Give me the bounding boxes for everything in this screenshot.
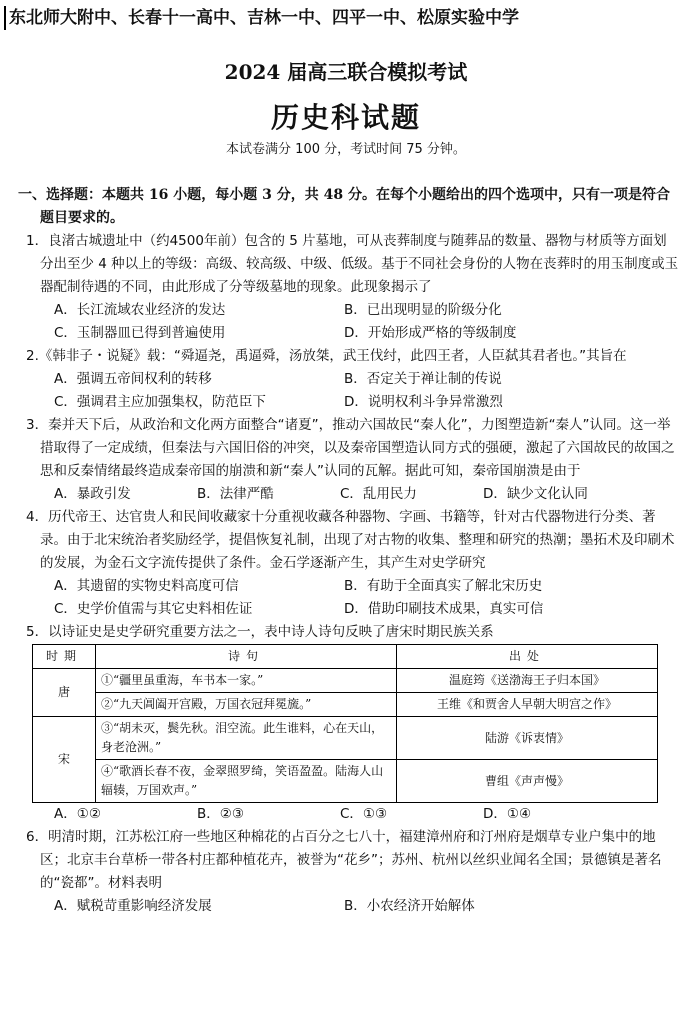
poem-table — [32, 644, 658, 803]
exam-title: 2024 届高三联合模拟考试 — [224, 60, 468, 84]
poem-cell: ①“疆里虽重海，车书本一家。” — [96, 669, 397, 693]
option-d: D．借助印刷技术成果，真实可信 — [344, 601, 544, 617]
option-c: C．史学价值需与其它史料相佐证 — [54, 601, 253, 617]
table-row — [33, 693, 658, 717]
table-header-row — [33, 645, 658, 669]
question-3-stem: 3．秦并天下后，从政治和文化两方面整合“诸夏”，推动六国故民“秦人化”，力图塑造新“秦人”认同。这一举措取得了一定成绩，但秦法与六国旧俗的冲突，以及秦帝国塑造认同方式的强硬，激起了六国故民的故国之思和反秦情绪最终造成秦帝国的崩溃和新“秦人”认同的瓦解。据此可知，秦帝国崩溃是由于 — [26, 417, 675, 479]
table-row — [33, 717, 658, 760]
source-cell: 温庭筠《送渤海王子归本国》 — [397, 669, 658, 693]
era-cell-song: 宋 — [33, 717, 96, 803]
header-era: 时期 — [33, 645, 96, 669]
subject-title: 历史科试题 — [270, 101, 421, 134]
option-a: A．暴政引发 — [54, 486, 131, 502]
table-row — [33, 760, 658, 803]
option-d: D．缺少文化认同 — [483, 486, 588, 502]
exam-note: 本试卷满分 100 分，考试时间 75 分钟。 — [226, 142, 466, 157]
school-list: 东北师大附中、长春十一高中、吉林一中、四平一中、松原实验中学 — [4, 6, 519, 30]
header-source: 出处 — [397, 645, 658, 669]
question-5-options — [18, 803, 680, 826]
source-cell: 曹组《声声慢》 — [397, 760, 658, 803]
option-b: B．法律严酷 — [197, 486, 274, 502]
option-a: A．①② — [54, 806, 101, 822]
question-1-stem: 1．良渚古城遗址中（约4500年前）包含的 5 片墓地，可从丧葬制度与随葬品的数量、器物与材质等方面划分出至少 4 种以上的等级：高级、较高级、中级、低级。基于不同社会身份的人物在丧葬时的用玉制度或玉器配制待遇的不同，由此形成了分等级墓地的现象。此现象揭示了 — [26, 233, 679, 295]
source-cell: 王维《和贾舍人早朝大明宫之作》 — [397, 693, 658, 717]
poem-cell: ②“九天阊阖开宫殿，万国衣冠拜冕旒。” — [96, 693, 397, 717]
option-c: C．玉制器皿已得到普遍使用 — [54, 325, 226, 341]
question-4-options — [18, 575, 680, 621]
option-d: D．开始形成严格的等级制度 — [344, 325, 517, 341]
option-c: C．乱用民力 — [340, 486, 417, 502]
option-d: D．说明权利斗争异常激烈 — [344, 394, 503, 410]
question-4-stem: 4．历代帝王、达官贵人和民间收藏家十分重视收藏各种器物、字画、书籍等，针对古代器物进行分类、著录。由于北宋统治者奖励经学，提倡恢复礼制，出现了对古物的收集、整理和研究的热潮；墨拓术及印刷术的发展，为金石文字流传提供了条件。金石学逐渐产生，其产生对史学研究 — [26, 509, 675, 571]
option-b: B．小农经济开始解体 — [344, 898, 475, 914]
option-c: C．强调君主应加强集权，防范臣下 — [54, 394, 266, 410]
option-d: D．①④ — [483, 806, 532, 822]
option-b: B．有助于全面真实了解北宋历史 — [344, 578, 543, 594]
option-a: A．长江流域农业经济的发达 — [54, 302, 226, 318]
option-b: B．已出现明显的阶级分化 — [344, 302, 502, 318]
header-poem: 诗句 — [96, 645, 397, 669]
question-6-stem: 6．明清时期，江苏松江府一些地区种棉花的占百分之七八十，福建漳州府和汀州府是烟草专业户集中的地区；北京丰台草桥一带各村庄都种植花卉，被誉为“花乡”；苏州、杭州以丝织业闻名全国；景德镇是著名的“瓷都”。材料表明 — [26, 829, 662, 891]
source-cell: 陆游《诉衷情》 — [397, 717, 658, 760]
option-a: A．强调五帝间权利的转移 — [54, 371, 212, 387]
option-b: B．②③ — [197, 806, 244, 822]
question-3-options — [18, 483, 680, 506]
question-5-stem: 5．以诗证史是史学研究重要方法之一，表中诗人诗句反映了唐宋时期民族关系 — [26, 624, 494, 640]
poem-cell: ③“胡未灭，鬓先秋。泪空流。此生谁料，心在天山，身老沧洲。” — [96, 717, 397, 760]
section-heading: 一、选择题：本题共 16 小题，每小题 3 分，共 48 分。在每个小题给出的四个选项中，只有一项是符合题目要求的。 — [18, 187, 670, 226]
era-cell-tang: 唐 — [33, 669, 96, 717]
question-2-stem: 2.《韩非子・说疑》载：“舜逼尧，禹逼舜，汤放桀，武王伐纣，此四王者，人臣弑其君者也。”其旨在 — [26, 348, 627, 364]
question-1-options — [18, 299, 680, 345]
poem-cell: ④“歌酒长春不夜，金翠照罗绮，笑语盈盈。陆海人山辐辏，万国欢声。” — [96, 760, 397, 803]
option-a: A．赋税苛重影响经济发展 — [54, 898, 212, 914]
option-a: A．其遗留的实物史料高度可信 — [54, 578, 239, 594]
option-b: B．否定关于禅让制的传说 — [344, 371, 502, 387]
option-c: C．①③ — [340, 806, 388, 822]
question-6-options — [18, 895, 680, 918]
table-row — [33, 669, 658, 693]
question-area — [18, 184, 680, 918]
question-2-options — [18, 368, 680, 414]
